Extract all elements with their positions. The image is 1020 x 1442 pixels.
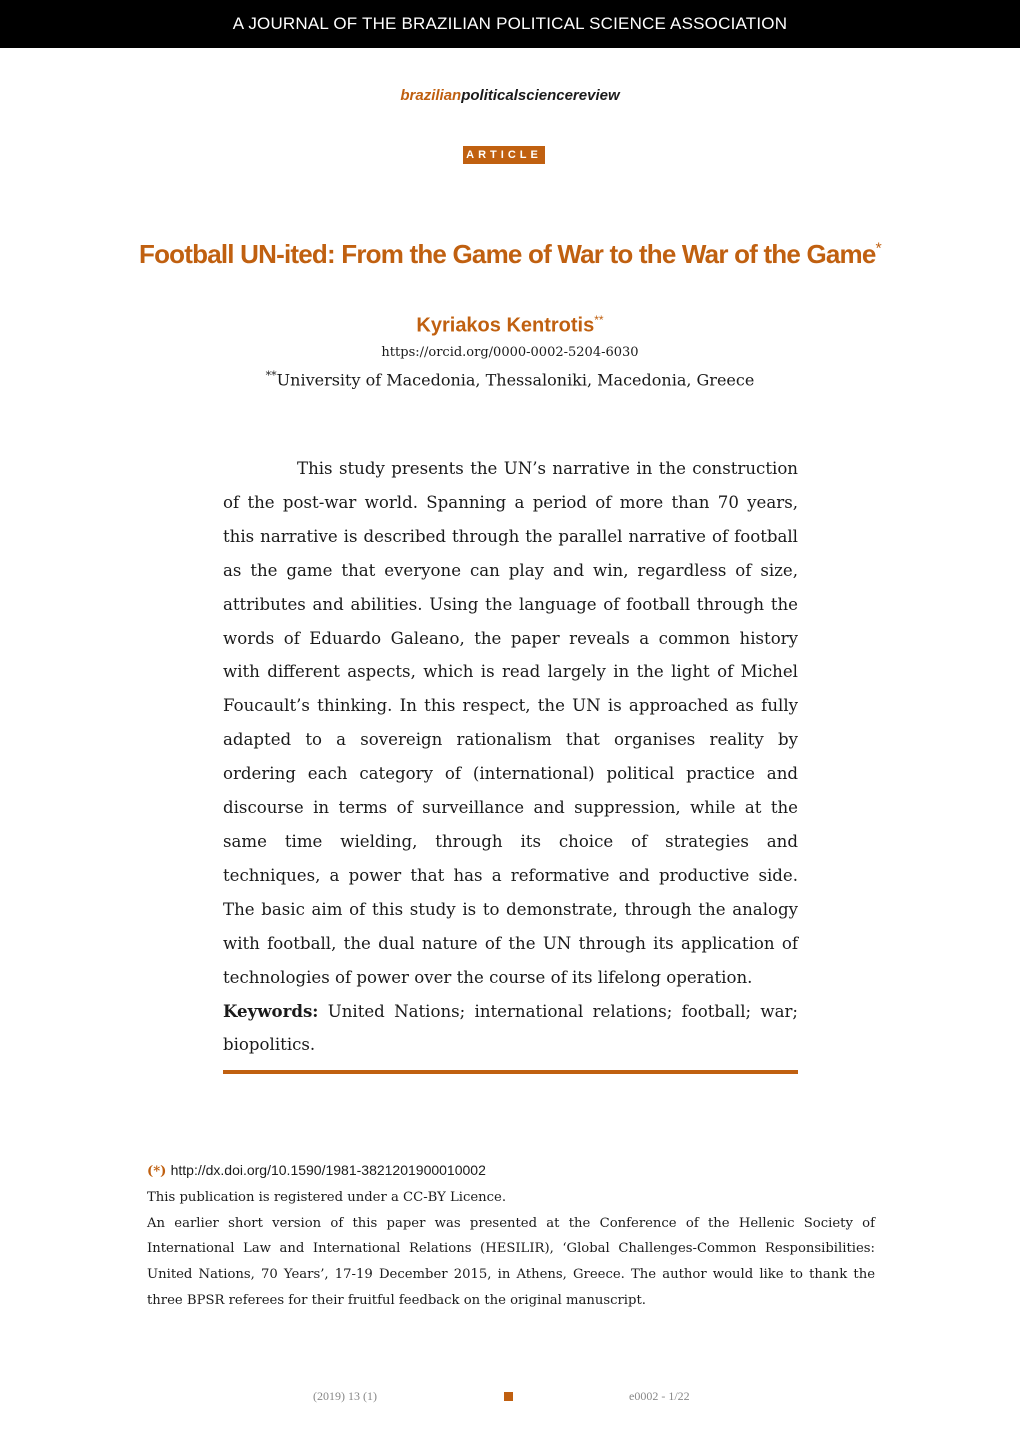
brand-part-brazilian: brazilian — [400, 87, 462, 104]
keywords-list: United Nations; international relations; football; war; biopolitics. — [223, 1001, 799, 1055]
footnote-mark: (*) — [147, 1164, 167, 1179]
doi-line — [147, 1158, 875, 1185]
affiliation-block — [0, 369, 1020, 389]
abstract — [223, 452, 798, 1062]
journal-banner: A JOURNAL OF THE BRAZILIAN POLITICAL SCIENCE ASSOCIATION — [0, 0, 1020, 48]
article-type-tag: ARTICLE — [463, 146, 545, 164]
article-title-block — [0, 239, 1020, 270]
article-title: Football UN-ited: From the Game of War to the War of the Game — [139, 239, 876, 269]
keywords-label: Keywords: — [223, 1000, 319, 1021]
presentation-note: An earlier short version of this paper was presented at the Conference of the Hellenic Society of International Law and International Relations (HESILIR), ‘Global Challenges-Common Responsibilities: United Nations, 70 Years’, 17-19 December 2015, in Athens, Greece. The author would like to thank the three BPSR referees for their fruitful feedback on the original manuscript. — [147, 1215, 875, 1308]
page-number: e0002 - 1/22 — [629, 1389, 690, 1403]
affiliation-text: University of Macedonia, Thessaloniki, Macedonia, Greece — [276, 370, 755, 390]
doi-link[interactable]: http://dx.doi.org/10.1590/1981-3821201900010002 — [170, 1162, 486, 1178]
title-footnote-mark: * — [875, 240, 881, 258]
author-name: Kyriakos Kentrotis — [416, 314, 595, 337]
footnote-block — [147, 1158, 875, 1314]
author-orcid-link[interactable]: https://orcid.org/0000-0002-5204-6030 — [381, 345, 639, 360]
affiliation-mark: ** — [265, 369, 277, 382]
licence-note: This publication is registered under a CC-BY Licence. — [147, 1189, 507, 1205]
page-footer — [0, 1389, 1020, 1409]
keywords-line — [223, 995, 798, 1063]
abstract-text: This study presents the UN’s narrative in the construction of the post-war world. Spanning a period of more than 70 years, this narrative is described through the parallel narrative of football as the game that everyone can play and win, regardless of size, attributes and abilities. Using the language of football through the words of Eduardo Galeano, the paper reveals a common history with different aspects, which is read largely in the light of Michel Foucault’s thinking. In this respect, the UN is approached as fully adapted to a sovereign rationalism that organises reality by ordering each category of (international) political practice and discourse in terms of surveillance and suppression, while at the same time wielding, through its choice of strategies and techniques, a power that has a reformative and productive side. The basic aim of this study is to demonstrate, through the analogy with football, the dual nature of the UN through its application of technologies of power over the course of its lifelong operation. — [223, 459, 798, 987]
footer-square-icon — [504, 1392, 513, 1401]
author-block — [0, 313, 1020, 338]
abstract-divider — [223, 1070, 798, 1074]
author-footnote-mark: ** — [594, 313, 604, 327]
journal-brand-logo — [0, 87, 1020, 104]
volume-info: (2019) 13 (1) — [313, 1389, 377, 1403]
brand-part-review: politicalsciencereview — [461, 87, 620, 104]
